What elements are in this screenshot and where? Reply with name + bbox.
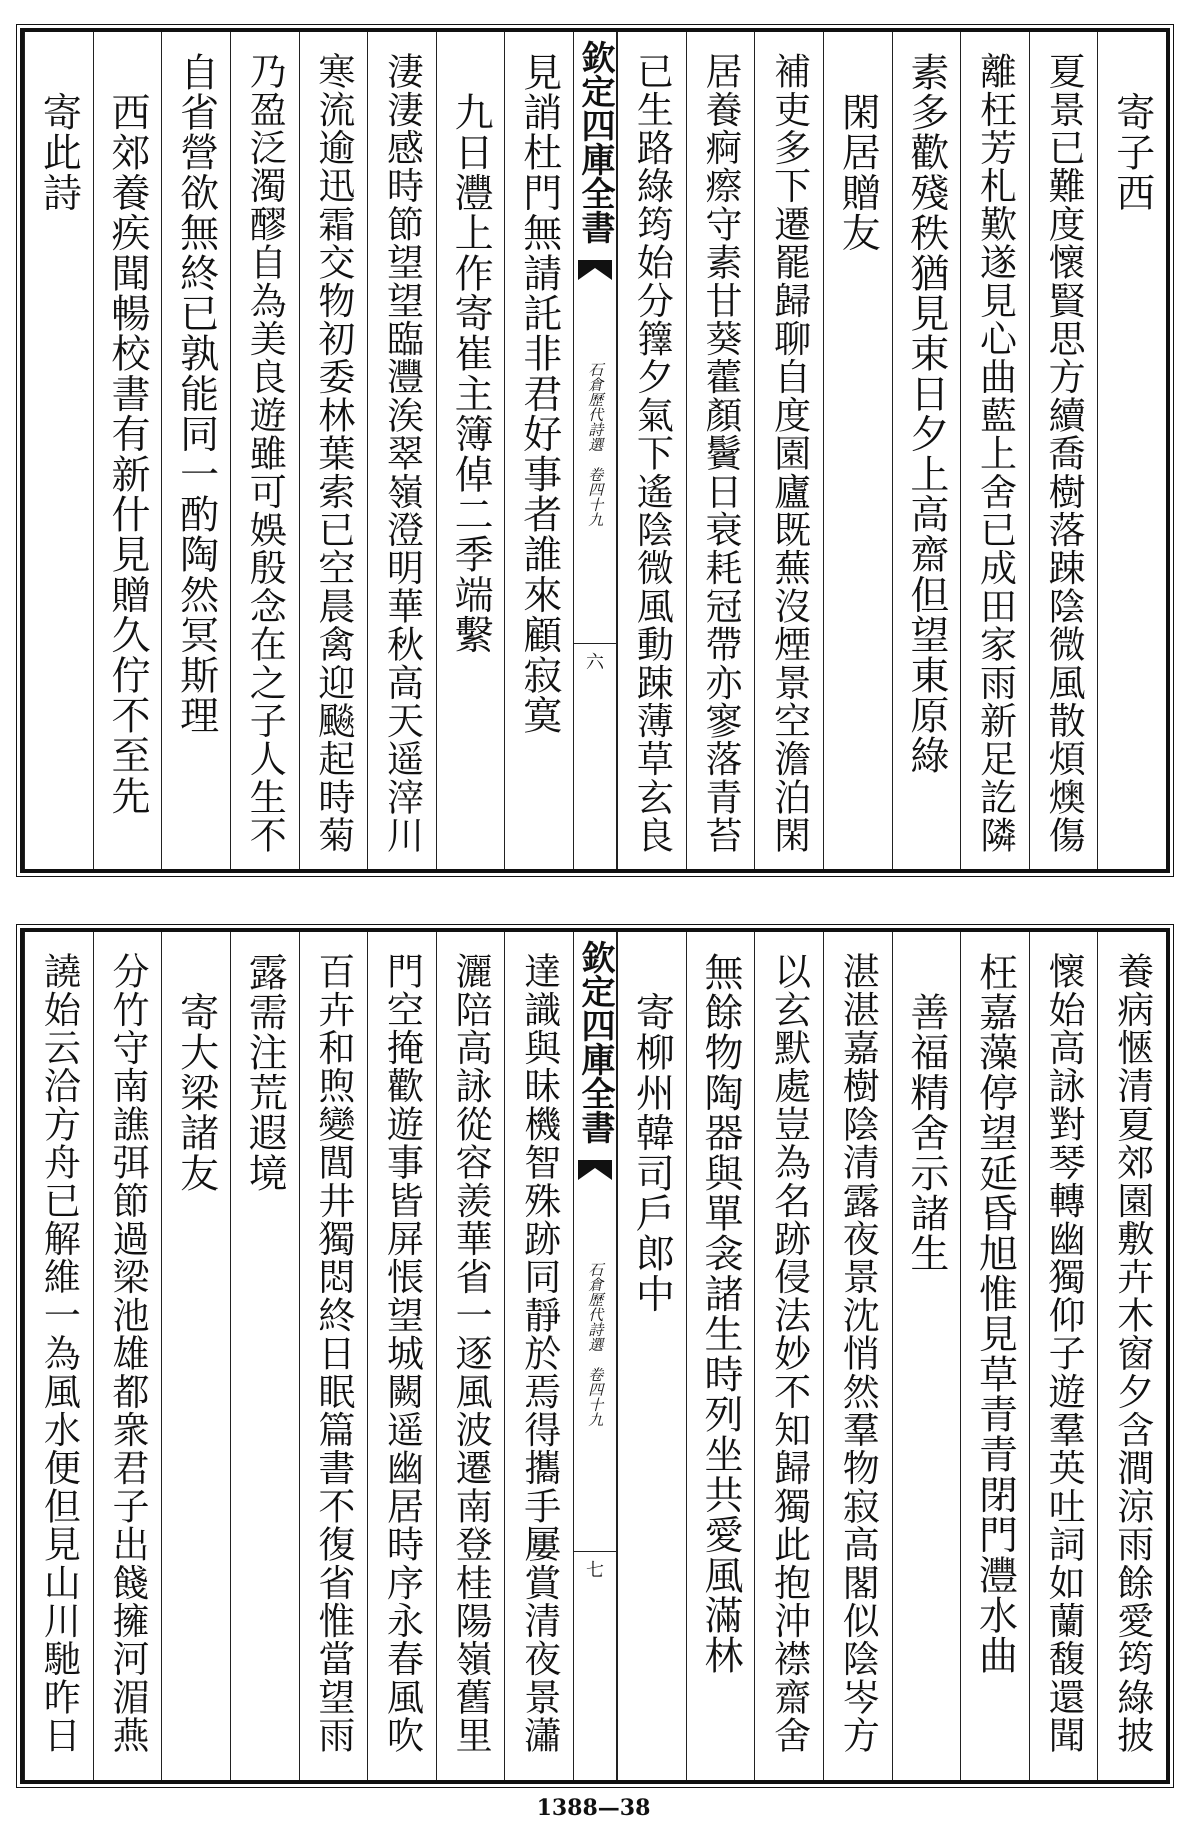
gutter-page-number: 六 <box>574 643 616 674</box>
text-column <box>1029 932 1098 1780</box>
column-text: 譊始云洽方舟已解維一為風水便但見山川馳昨日 <box>37 952 81 1755</box>
column-text: 灑陪高詠從容羨華省一逐風波遷南登桂陽嶺舊里 <box>449 952 493 1755</box>
column-text: 九日灃上作寄崔主簿倬二季端繫 <box>448 52 494 655</box>
column-text: 門空掩歡遊事皆屏悵望城闕遥幽居時序永春風吹 <box>380 952 424 1755</box>
text-column <box>504 932 573 1780</box>
text-column <box>686 932 755 1780</box>
text-column <box>960 932 1029 1780</box>
text-column <box>161 32 230 869</box>
column-text: 枉嘉藻停望延昏旭惟見草青青閉門灃水曲 <box>972 952 1018 1676</box>
center-gutter <box>573 32 617 869</box>
column-text: 無餘物陶器與單衾諸生時列坐共愛風滿林 <box>697 952 743 1676</box>
fish-tail-mark <box>578 260 612 280</box>
column-text: 懷始高詠對琴轉幽獨仰子遊羣英吐詞如蘭馥還聞 <box>1042 952 1086 1755</box>
text-column <box>617 32 686 869</box>
text-column <box>24 32 93 869</box>
gutter-page-number: 七 <box>574 1551 616 1582</box>
column-text: 百卉和煦變閭井獨悶終日眠篇書不復省惟當望雨 <box>311 952 355 1755</box>
text-column <box>367 932 436 1780</box>
column-text: 見誚杜門無請託非君好事者誰來顧寂寞 <box>516 52 562 736</box>
column-text: 已生路綠筠始分籜夕氣下遙陰微風動踈薄草玄良 <box>630 52 674 855</box>
bottom-page-panel <box>20 928 1170 1784</box>
text-column <box>823 932 892 1780</box>
top-page-panel <box>20 28 1170 873</box>
text-column <box>754 932 823 1780</box>
column-text: 養病愜清夏郊園敷卉木窗夕含澗涼雨餘愛筠綠披 <box>1110 952 1154 1755</box>
text-column <box>1097 932 1166 1780</box>
gutter-volume-label: 石倉歷代詩選 卷四十九 <box>586 362 605 527</box>
gutter-book-title: 欽定四庫全書 <box>575 940 615 1144</box>
text-column <box>24 932 93 1780</box>
text-column <box>93 32 162 869</box>
text-column <box>299 32 368 869</box>
page-footer-number: 1388—38 <box>536 1795 651 1821</box>
text-column <box>686 32 755 869</box>
text-column <box>161 932 230 1780</box>
column-text: 乃盈泛濁醪自為美良遊雖可娛殷念在之子人生不 <box>243 52 287 855</box>
column-text: 湛湛嘉樹陰清露夜景沈悄然羣物寂高閣似陰岑方 <box>836 952 880 1755</box>
column-text: 離枉芳札歎遂見心曲藍上舍已成田家雨新足訖隣 <box>973 52 1017 855</box>
text-column <box>892 32 961 869</box>
column-text: 露需注荒遐境 <box>242 952 288 1194</box>
column-text: 淒淒感時節望望臨灃涘翠嶺澄明華秋高天遥滓川 <box>380 52 424 855</box>
text-column <box>367 32 436 869</box>
column-text: 寄柳州韓司戶郎中 <box>629 952 675 1314</box>
text-column <box>93 932 162 1780</box>
center-gutter <box>573 932 617 1780</box>
gutter-volume-label: 石倉歷代詩選 卷四十九 <box>586 1262 605 1427</box>
text-column <box>230 32 299 869</box>
column-text: 達識與昧機智殊跡同靜於焉得攜手屢賞清夜景瀟 <box>517 952 561 1755</box>
column-text: 居養痾瘵守素甘葵藿顏鬢日衰耗冠帶亦寥落青苔 <box>698 52 742 855</box>
column-text: 分竹守南譙弭節過梁池雄都衆君子出餞擁河湄燕 <box>105 952 149 1755</box>
column-text: 補吏多下遷罷歸聊自度園廬既蕪沒煙景空澹泊閑 <box>767 52 811 855</box>
text-column <box>504 32 573 869</box>
column-text: 以玄默處豈為名跡侵法妙不知歸獨此抱沖襟齋舍 <box>767 952 811 1755</box>
column-text: 寄此詩 <box>36 52 82 213</box>
column-text: 寄大梁諸友 <box>173 952 219 1194</box>
text-column <box>299 932 368 1780</box>
text-column <box>1097 32 1166 869</box>
column-text: 西郊養疾聞暢校書有新什見贈久佇不至先 <box>104 52 150 816</box>
text-column <box>230 932 299 1780</box>
column-text: 夏景已難度懷賢思方續喬樹落踈陰微風散煩燠傷 <box>1042 52 1086 855</box>
column-text: 寄子西 <box>1109 52 1155 213</box>
text-column <box>617 932 686 1780</box>
text-column <box>892 932 961 1780</box>
text-column <box>823 32 892 869</box>
text-column <box>436 932 505 1780</box>
gutter-book-title: 欽定四庫全書 <box>575 40 615 244</box>
text-column <box>436 32 505 869</box>
column-text: 善福精舍示諸生 <box>903 952 949 1274</box>
text-column <box>1029 32 1098 869</box>
column-text: 自省營欲無終已孰能同一酌陶然冥斯理 <box>173 52 219 736</box>
fish-tail-mark <box>578 1160 612 1180</box>
column-text: 閑居贈友 <box>835 52 881 253</box>
column-text: 素多歡殘秩猶見束日夕上高齋但望東原綠 <box>903 52 949 776</box>
text-column <box>754 32 823 869</box>
column-text: 寒流逾迅霜交物初委林葉索已空晨禽迎飈起時菊 <box>311 52 355 855</box>
text-column <box>960 32 1029 869</box>
